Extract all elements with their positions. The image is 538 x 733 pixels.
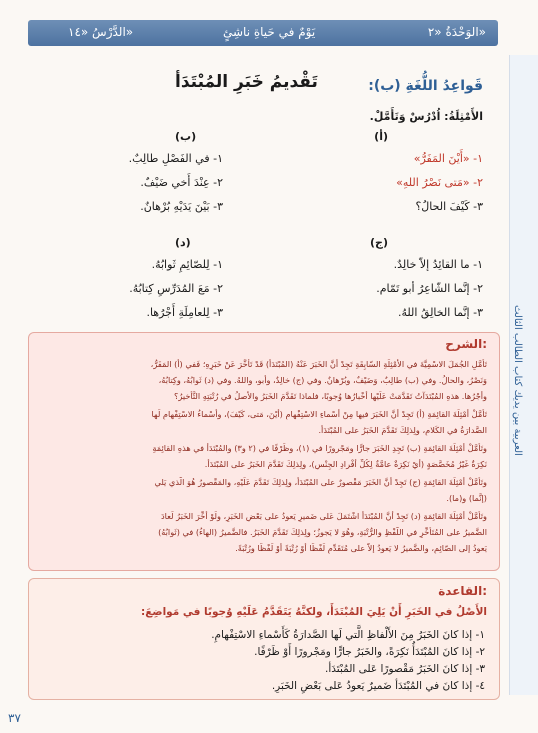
group-b-line-1: ١- في الفَصْلِ طالِبٌ. (128, 152, 223, 165)
group-d-line-2: ٢- مَعَ المُدَرِّسِ كِتابُهُ. (129, 282, 223, 295)
rule-box (28, 578, 500, 700)
explanation-line: تَأَمَّلِ الجُمَلَ الاسْمِيَّةَ في الأَمْثِلَةِ السّابِقَةِ تَجِدْ أنَّ الخَبَرَ عَنْهُ (المُبْتَدَأَ) قَدْ تَأَخَّرَ عَنْ خَبَرِهِ؛ فَفي (أ) المَفَرُّ، (150, 359, 487, 369)
explanation-heading: الشرح: (445, 337, 487, 351)
section-title: قَواعِدُ اللُّغَةِ (ب): (368, 78, 483, 94)
group-d-line-1: ١- لِلصّائِمِ ثَوابُهُ. (151, 258, 223, 271)
examples-label: الأَمْثِلَةُ: اُدْرُسْ وَتَأَمَّلْ. (369, 110, 483, 123)
lesson-label: الدَّرْسُ «١٤» (68, 25, 134, 39)
rule-item: ٢- إذا كانَ المُبْتَدَأُ نَكِرَةً، والخَبَرُ جارًّا ومَجْرورًا أَوْ ظَرْفًا. (254, 646, 485, 658)
explanation-line: نَكِرَةٌ غَيْرُ مُخَصَّصَةٍ (أيْ نَكِرَةٌ عامَّةٌ لِكُلِّ أفْرادِ الجِنْسِ)، ولِذلِكَ تَقَدَّمَ الخَبَرُ على المُبْتَدَأ. (204, 459, 487, 469)
unit-title: يَوْمٌ في حَياةِ ناشِئٍ (223, 25, 316, 39)
side-strip (509, 55, 538, 695)
lesson-title: تَقْديمُ خَبَرِ المُبْتَدَأ (175, 72, 318, 92)
group-a-line-3: ٣- كَيْفَ الحالُ؟ (415, 200, 483, 213)
group-b-line-2: ٢- عِنْدَ أَخي ضَيْفٌ. (140, 176, 223, 189)
group-a-label: (أ) (374, 130, 388, 143)
group-a-line-1: ١- «أَيْنَ المَفَرُّ» (413, 152, 483, 165)
explanation-line: وَنَصْرُ، والحالُ. وفي (ب) طالِبٌ، وَضَيْفٌ، وبُرْهانٌ. وفي (ج) خالِدٌ، وأبو، واللهُ. وفي (د) ثَوابُهُ، وكِتابُهُ، (158, 375, 487, 385)
explanation-box (28, 332, 500, 571)
explanation-line: تَأَمَّلْ أمْثِلَةَ القائِمَةِ (أ) تَجِدْ أنَّ الخَبَرَ فيها مِنْ أَسْماءِ الاسْتِفْهامِ (أَيْنَ، مَتى، كَيْفَ)، وأَسْماءُ الاسْتِفْهامِ لَها (151, 409, 487, 419)
group-d-label: (د) (175, 236, 191, 249)
group-c-label: (ج) (370, 236, 388, 249)
header-bar (28, 20, 498, 46)
explanation-line: الضَّميرُ على المُتَأخِّرِ في اللَّفْظِ والرُّتْبَةِ، وهُوَ لا يَجوزُ؛ ولِذلِكَ تَقَدَّمَ الخَبَرُ. فالضَّميرُ (الهاءُ) في (ثَوابُهُ) (158, 527, 487, 537)
explanation-line: وأَجْرُها. هذهِ المُبْتَدَآتُ تَقَدَّمَتْ عَلَيْها أخْبارُها وُجوبًا، فلماذا تَقَدَّمَ الخَبَرُ والأصلُ في رُتْبَتِهِ التَّأخيرُ؟ (174, 391, 487, 401)
unit-label: الوَحْدَةُ «٢» (427, 25, 486, 39)
group-c-line-2: ٢- إنَّما الشّاعِرُ أبو تَمّام. (376, 282, 483, 295)
page-number: ٣٧ (8, 711, 21, 725)
group-b-line-3: ٣- بَيْنَ يَدَيْهِ بُرْهانٌ. (140, 200, 223, 213)
group-d-line-3: ٣- لِلعامِلَةِ أَجْرُها. (146, 306, 223, 319)
book-title-vertical: العربية بين يديك كتاب الطالب الثالث (512, 305, 523, 456)
group-a-line-2: ٢- «مَتى نَصْرُ اللهِ» (396, 176, 483, 189)
rule-heading: القاعدة: (438, 584, 487, 598)
explanation-line: يَعودُ إلى الصّائِمِ، والضَّميرُ لا يَعودُ إلاّ على مُتَقَدِّمٍ لَفْظًا أوْ رُتْبَةً أوْ لَفْظًا ورُتْبَةً. (235, 543, 487, 553)
group-b-label: (ب) (175, 130, 197, 143)
rule-item: ٣- إذا كانَ الخَبَرُ مَقْصورًا عَلى المُبْتَدَأ. (325, 663, 485, 675)
rule-item: ٤- إذا كانَ في المُبْتَدَأ ضَميرٌ يَعودُ عَلى بَعْضِ الخَبَرِ. (271, 680, 485, 692)
rule-lead: الأَصْلُ في الخَبَرِ أَنْ يَلِيَ المُبْتَدَأَ، ولكنَّهُ يَتَقَدَّمُ عَلَيْهِ وُجوبًا في مَواضِعَ: (141, 606, 487, 618)
explanation-line: الصَّدارَةُ في الكَلامِ، ولِذلِكَ تَقَدَّمَ الخَبَرُ على المُبْتَدَأ. (318, 425, 487, 435)
explanation-line: وتَأَمَّلْ أمْثِلَةَ القائِمَةِ (د) تَجِدْ أنَّ المُبْتَدَأ اشْتَمَلَ عَلى ضَميرٍ يَعودُ على بَعْضِ الخَبَرِ، ولَوْ أُخِّرَ الخَبَرُ لَعادَ (160, 511, 487, 521)
rule-item: ١- إذا كانَ الخَبَرُ مِنَ الأَلْفاظِ الَّتي لَها الصَّدارَةُ كَأَسْماءِ الاسْتِفْهامِ. (211, 629, 485, 641)
group-c-line-3: ٣- إنَّما الخالِقُ اللهُ. (397, 306, 483, 319)
explanation-line: وتَأَمَّلْ أمْثِلَةَ القائِمَةِ (ب) تَجِدِ الخَبَرَ جارًّا ومَجْرورًا في (١)، وظَرْفًا في (٢ و٣) والمُبْتَدَأ في هذهِ القائِمَةِ (152, 443, 487, 453)
explanation-line: وتَأَمَّلْ أمْثِلَةَ القائِمَةِ (ج) تَجِدْ أنَّ الخَبَرَ مَقْصورٌ على المُبْتَدَأ، ولِذلِكَ تَقَدَّمَ عَلَيْهِ، والمَقْصورُ هُوَ الَّذي يَلي (154, 477, 487, 487)
explanation-line: (إنَّما) و(ما). (446, 493, 487, 503)
group-c-line-1: ١- ما القائِدُ إلاّ خالِدٌ. (393, 258, 483, 271)
